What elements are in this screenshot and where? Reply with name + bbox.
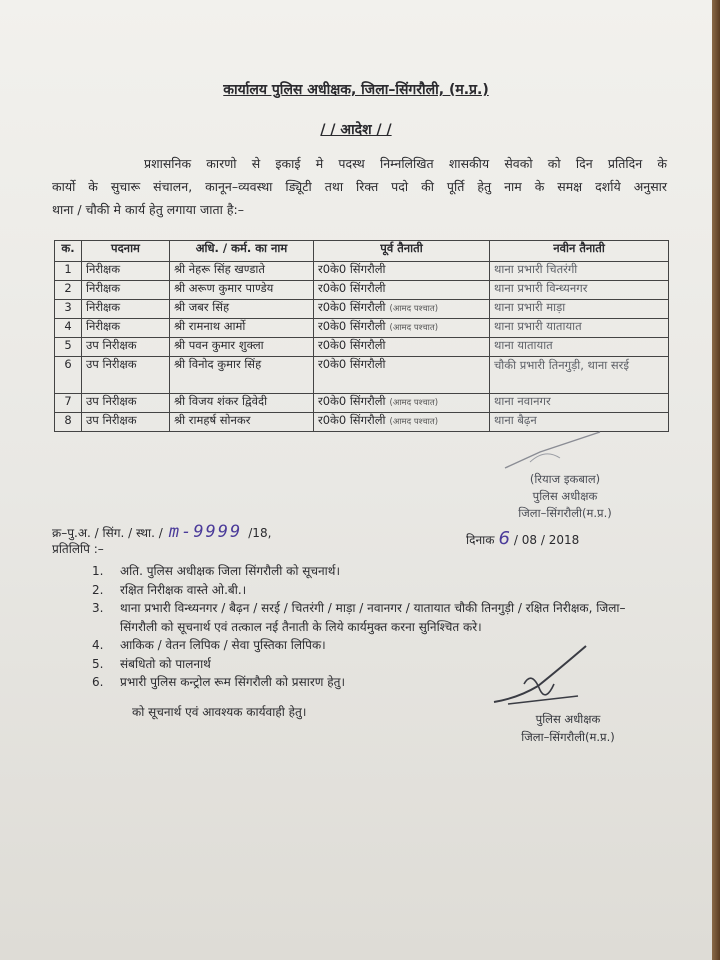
col-header-rank: पदनाम (82, 241, 170, 262)
signatory-block-top (495, 471, 635, 522)
intro-line: कार्यो के सुचारू संचालन, कानून–व्यवस्था ड्यिूटी तथा रिक्त पदो की पूर्ति हेतु नाम के समक्ष दर्शाये अनुसार (52, 179, 667, 194)
cell-serial: 2 (55, 281, 82, 300)
table-row (55, 262, 669, 281)
signatory-designation: पुलिस अधीक्षक (532, 489, 598, 503)
date-rest: / 08 / 2018 (513, 533, 580, 547)
desk-edge (712, 0, 720, 960)
col-header-new-posting: नवीन तैनाती (490, 241, 669, 262)
order-title: / / आदेश / / (320, 122, 392, 138)
cell-previous-posting (314, 413, 490, 432)
cell-rank: निरीक्षक (82, 300, 170, 319)
cell-previous-posting (314, 281, 490, 300)
cell-new-posting: थाना प्रभारी माड़ा (490, 300, 669, 319)
prev-unit: र0के0 सिंगरौली (318, 413, 386, 427)
col-header-serial: क. (55, 241, 82, 262)
office-title: कार्यालय पुलिस अधीक्षक, जिला–सिंगरौली, (म.प्र.) (223, 82, 489, 98)
intro-line: थाना / चौकी मे कार्य हेतु लगाया जाता है:– (52, 202, 244, 217)
arrival-note: (आमद पश्चात) (389, 417, 439, 427)
copy-to-label: प्रतिलिपि :– (52, 542, 104, 556)
table-row (55, 394, 669, 413)
cell-previous-posting (314, 262, 490, 281)
cell-serial: 3 (55, 300, 82, 319)
cell-name: श्री जबर सिंह (170, 300, 314, 319)
cell-serial: 5 (55, 338, 82, 357)
cell-rank: निरीक्षक (82, 281, 170, 300)
signatory-designation: पुलिस अधीक्षक (535, 712, 601, 726)
table-row (55, 319, 669, 338)
table-row (55, 338, 669, 357)
arrival-note: (आमद पश्चात) (389, 304, 439, 314)
arrival-note: (आमद पश्चात) (389, 398, 439, 408)
table-row (55, 357, 669, 394)
cell-new-posting: थाना प्रभारी यातायात (490, 319, 669, 338)
cell-serial: 8 (55, 413, 82, 432)
list-item: 5. संबधितो को पालनार्थ (92, 656, 211, 671)
cell-previous-posting (314, 338, 490, 357)
reference-prefix: क्र–पु.अ. / सिंग. / स्था. / (52, 526, 163, 540)
prev-unit: र0के0 सिंगरौली (318, 281, 386, 295)
prev-unit: र0के0 सिंगरौली (318, 394, 386, 408)
cell-rank: उप निरीक्षक (82, 338, 170, 357)
arrival-note: (आमद पश्चात) (389, 323, 439, 333)
list-item: 1. अति. पुलिस अधीक्षक जिला सिंगरौली को सूचनार्थ। (92, 564, 340, 578)
list-item: 2. रक्षित निरीक्षक वास्ते ओ.बी.। (92, 582, 247, 597)
col-header-name: अधि. / कर्म. का नाम (170, 241, 314, 262)
copy-extra-line: को सूचनार्थ एवं आवश्यक कार्यवाही हेतु। (132, 705, 307, 719)
cell-name: श्री रामहर्ष सोनकर (170, 413, 314, 432)
cell-new-posting: चौकी प्रभारी तिनगुड़ी, थाना सरई (490, 357, 669, 394)
prev-unit: र0के0 सिंगरौली (318, 300, 386, 314)
date-day: 6 (498, 528, 510, 549)
cell-new-posting: थाना यातायात (490, 338, 669, 357)
cell-serial: 1 (55, 262, 82, 281)
posting-table (54, 240, 669, 432)
cell-rank: निरीक्षक (82, 262, 170, 281)
cell-name: श्री पवन कुमार शुक्ला (170, 338, 314, 357)
cell-name: श्री विनोद कुमार सिंह (170, 357, 314, 394)
prev-unit: र0के0 सिंगरौली (318, 338, 386, 352)
signature-scribble-bottom (488, 640, 598, 710)
cell-name: श्री अरूण कुमार पाण्डेय (170, 281, 314, 300)
cell-new-posting: थाना प्रभारी चितरंगी (490, 262, 669, 281)
signature-scribble-top (500, 428, 610, 474)
cell-serial: 4 (55, 319, 82, 338)
cell-new-posting: थाना बैढ़न (490, 413, 669, 432)
cell-new-posting: थाना प्रभारी विन्ध्यनगर (490, 281, 669, 300)
cell-new-posting: थाना नवानगर (490, 394, 669, 413)
table-header-row (55, 241, 669, 262)
cell-name: श्री रामनाथ आर्मो (170, 319, 314, 338)
list-item: 4. आकिक / वेतन लिपिक / सेवा पुस्तिका लिपिक। (92, 638, 326, 652)
signatory-district: जिला–सिंगरौली(म.प्र.) (521, 730, 615, 744)
intro-line: प्रशासनिक कारणो से इकाई मे पदस्थ निम्नलिखित शासकीय सेवको को दिन प्रतिदिन के (144, 156, 667, 171)
cell-rank: निरीक्षक (82, 319, 170, 338)
list-item: 3. थाना प्रभारी विन्ध्यनगर / बैढ़न / सरई / चितरंगी / माड़ा / नवानगर / यातायात चौकी तिनगुड़ी / रक्षित निरीक्षक, जिला–सिंगरौली को सूचनार्थ एवं तत्काल नई तैनाती के लिये कार्यमुक्त करना सुनिश्चित करे। (92, 601, 626, 634)
cell-previous-posting (314, 357, 490, 394)
date-line (466, 528, 579, 549)
cell-name: श्री नेहरू सिंह खण्डाते (170, 262, 314, 281)
table-row (55, 300, 669, 319)
cell-serial: 7 (55, 394, 82, 413)
cell-previous-posting (314, 300, 490, 319)
cell-rank: उप निरीक्षक (82, 357, 170, 394)
prev-unit: र0के0 सिंगरौली (318, 319, 386, 333)
prev-unit: र0के0 सिंगरौली (318, 262, 386, 276)
reference-suffix: /18, (248, 526, 272, 540)
reference-number: m-9999 (168, 522, 243, 542)
list-item: 6. प्रभारी पुलिस कन्ट्रोल रूम सिंगरौली को प्रसारण हेतु। (92, 675, 345, 689)
reference-line (52, 522, 271, 542)
cell-serial: 6 (55, 357, 82, 394)
intro-paragraph (52, 152, 667, 221)
prev-unit: र0के0 सिंगरौली (318, 357, 386, 371)
cell-previous-posting (314, 319, 490, 338)
cell-name: श्री विजय शंकर द्विवेदी (170, 394, 314, 413)
table-row (55, 281, 669, 300)
date-label: दिनाक (466, 533, 495, 547)
signatory-district: जिला–सिंगरौली(म.प्र.) (518, 506, 612, 520)
cell-previous-posting (314, 394, 490, 413)
cell-rank: उप निरीक्षक (82, 394, 170, 413)
signatory-block-bottom (498, 710, 638, 746)
signatory-name: (रियाज इकबाल) (529, 472, 601, 486)
col-header-previous-posting: पूर्व तैनाती (314, 241, 490, 262)
cell-rank: उप निरीक्षक (82, 413, 170, 432)
